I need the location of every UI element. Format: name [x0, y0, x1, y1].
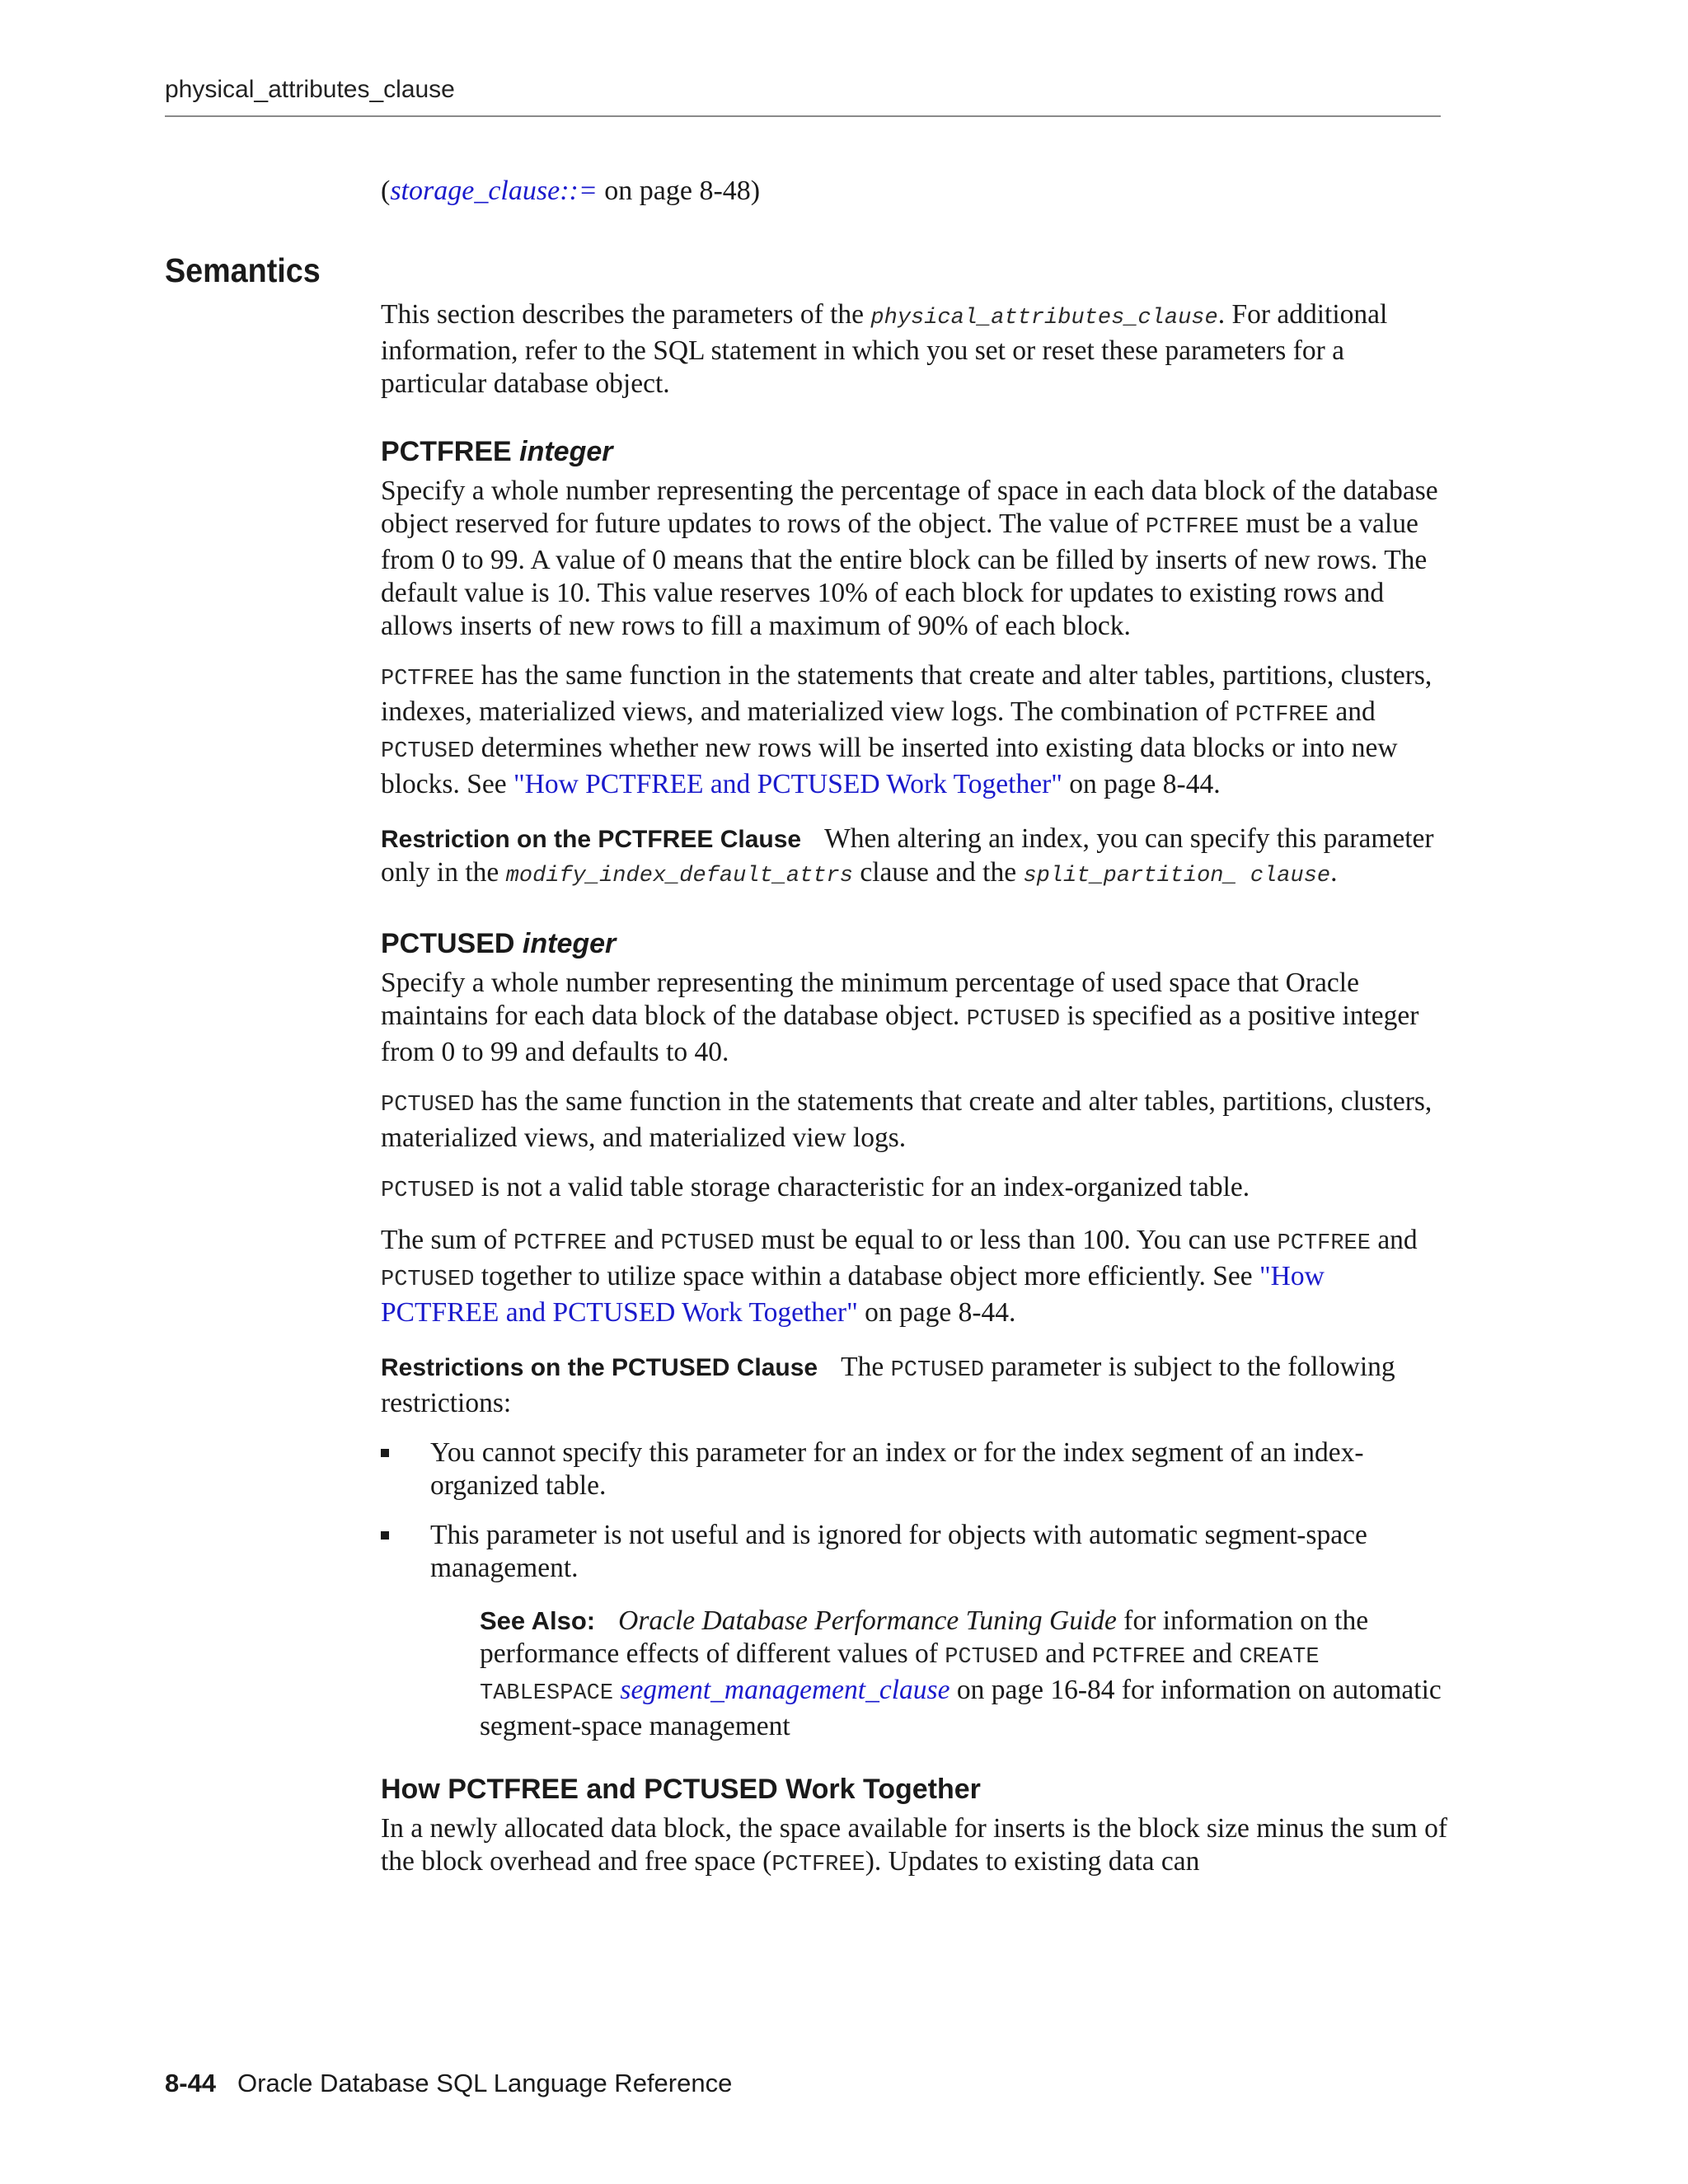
- see-also-note: [480, 1605, 1448, 1743]
- code-term: PCTUSED: [660, 1231, 754, 1256]
- pctfree-paragraph-2: [381, 659, 1448, 801]
- text: parameter is subject to the following restrictions:: [381, 1352, 1395, 1418]
- pctused-paragraph-4: [381, 1224, 1448, 1329]
- text: has the same function in the statements that create and alter tables, partitions, clusters, materialized views, and materialized view logs.: [381, 1086, 1432, 1153]
- text: When altering an index, you can specify this parameter only in the: [381, 823, 1434, 888]
- pctused-heading: [381, 927, 1448, 960]
- storage-clause-link[interactable]: storage_clause::=: [390, 176, 598, 206]
- text: is not a valid table storage characteristic for an index-organized table.: [474, 1172, 1250, 1202]
- together-paragraph-1: [381, 1812, 1448, 1882]
- restriction-label: Restrictions on the PCTUSED Clause: [381, 1354, 818, 1381]
- text: together to utilize space within a database object more efficiently. See: [474, 1261, 1259, 1291]
- syntax-xref: [381, 175, 760, 208]
- list-item-text: This parameter is not useful and is ignored for objects with automatic segment-space management.: [430, 1520, 1367, 1583]
- list-item: [381, 1436, 1448, 1502]
- code-term: CREATE TABLESPACE: [480, 1645, 1320, 1706]
- text: .: [1330, 857, 1338, 888]
- semantics-intro: [381, 298, 1448, 401]
- pctused-restrictions: [381, 1351, 1448, 1420]
- code-term: PCTFREE: [1235, 703, 1329, 728]
- header-rule: [165, 115, 1441, 117]
- heading-keyword: PCTUSED: [381, 928, 515, 959]
- code-term: PCTUSED: [381, 739, 475, 764]
- text: on page 8-44.: [857, 1297, 1016, 1328]
- code-term: PCTUSED: [381, 1268, 475, 1292]
- code-term: PCTUSED: [945, 1645, 1039, 1670]
- code-term: PCTFREE: [1145, 515, 1240, 540]
- pctused-paragraph-2: [381, 1085, 1448, 1155]
- book-title-footer: Oracle Database SQL Language Reference: [237, 2069, 733, 2097]
- text: on page 8-44.: [1062, 769, 1221, 799]
- xref-open: (: [381, 176, 391, 206]
- text: The: [841, 1352, 891, 1382]
- text: The sum of: [381, 1225, 513, 1255]
- bullet-square-icon: [381, 1531, 389, 1540]
- main-body: [381, 298, 1448, 1898]
- pctused-paragraph-3: [381, 1171, 1448, 1207]
- pctused-paragraph-1: [381, 967, 1448, 1069]
- text: This section describes the parameters of the: [381, 299, 871, 330]
- text: Specify a whole number representing the percentage of space in each data block of the database object reserved for future updates to rows of the object. The value of: [381, 476, 1438, 539]
- book-title: Oracle Database Performance Tuning Guide: [618, 1605, 1117, 1636]
- code-term: PCTFREE: [771, 1853, 865, 1877]
- code-term: PCTUSED: [966, 1007, 1061, 1032]
- text: for information on the performance effects of different values of: [480, 1605, 1369, 1669]
- text: and: [1038, 1638, 1092, 1669]
- code-term: PCTUSED: [890, 1358, 984, 1383]
- restrictions-list: [381, 1436, 1448, 1585]
- spacer: [381, 909, 1448, 927]
- section-title-semantics: Semantics: [165, 251, 321, 289]
- text: ). Updates to existing data can: [865, 1846, 1200, 1877]
- code-term: PCTFREE: [513, 1231, 607, 1256]
- text: and: [1370, 1225, 1418, 1255]
- text: clause and the: [852, 857, 1024, 888]
- heading-argument: integer: [522, 928, 617, 959]
- text: must be a value from 0 to 99. A value of 0 means that the entire block can be filled by inserts of new rows. The default value is 10. This value reserves 10% of each block for updates to existing rows and allows inserts of new rows to fill a maximum of 90% of each block.: [381, 509, 1428, 641]
- code-term: PCTFREE: [1277, 1231, 1371, 1256]
- heading-argument: integer: [519, 436, 613, 467]
- code-term: modify_index_default_attrs: [505, 864, 853, 888]
- text: and: [1185, 1638, 1240, 1669]
- see-also-label: See Also:: [480, 1606, 596, 1635]
- code-term: PCTFREE: [1091, 1645, 1186, 1670]
- pctfree-heading: [381, 435, 1448, 468]
- code-term: PCTFREE: [381, 667, 475, 691]
- page-footer: [165, 2069, 732, 2098]
- page-number: 8-44: [165, 2069, 217, 2097]
- text: must be equal to or less than 100. You can use: [753, 1225, 1278, 1255]
- text: is specified as a positive integer from 0 to 99 and defaults to 40.: [381, 1001, 1419, 1067]
- list-item-text: You cannot specify this parameter for an index or for the index segment of an index-organized table.: [430, 1437, 1364, 1501]
- heading-keyword: PCTFREE: [381, 436, 512, 467]
- running-head: physical_attributes_clause: [165, 76, 455, 103]
- text: . For additional information, refer to the SQL statement in which you set or reset these parameters for a particular database object.: [381, 299, 1388, 399]
- text: has the same function in the statements that create and alter tables, partitions, clusters, indexes, materialized views, and materialized view logs. The combination of: [381, 660, 1432, 727]
- list-item: [381, 1519, 1448, 1585]
- xref-rest: on page 8-48): [597, 176, 761, 206]
- pctfree-paragraph-1: [381, 475, 1448, 643]
- restriction-label: Restriction on the PCTFREE Clause: [381, 826, 802, 853]
- code-term: PCTUSED: [381, 1093, 475, 1118]
- together-heading: How PCTFREE and PCTUSED Work Together: [381, 1774, 981, 1805]
- code-term: physical_attributes_clause: [870, 306, 1218, 330]
- text: In a newly allocated data block, the space available for inserts is the block size minus the sum of the block overhead and free space (: [381, 1813, 1447, 1877]
- pctfree-restriction: [381, 823, 1448, 893]
- code-term: PCTUSED: [381, 1179, 475, 1203]
- spacer: [381, 417, 1448, 435]
- spacer: [381, 1760, 1448, 1773]
- text: on page 16-84 for information on automatic segment-space management: [480, 1675, 1442, 1741]
- text: determines whether new rows will be inserted into existing data blocks or into new blocks. See: [381, 733, 1398, 799]
- how-pctfree-pctused-link[interactable]: "How PCTFREE and PCTUSED Work Together": [513, 769, 1062, 799]
- text: and: [607, 1225, 661, 1255]
- code-term: split_partition_ clause: [1023, 864, 1331, 888]
- how-pctfree-pctused-link[interactable]: "How PCTFREE and PCTUSED Work Together": [381, 1261, 1325, 1328]
- bullet-square-icon: [381, 1449, 389, 1457]
- segment-management-clause-link[interactable]: segment_management_clause: [620, 1675, 950, 1705]
- text: Specify a whole number representing the minimum percentage of used space that Oracle maintains for each data block of the database object.: [381, 968, 1359, 1031]
- text: and: [1329, 696, 1376, 727]
